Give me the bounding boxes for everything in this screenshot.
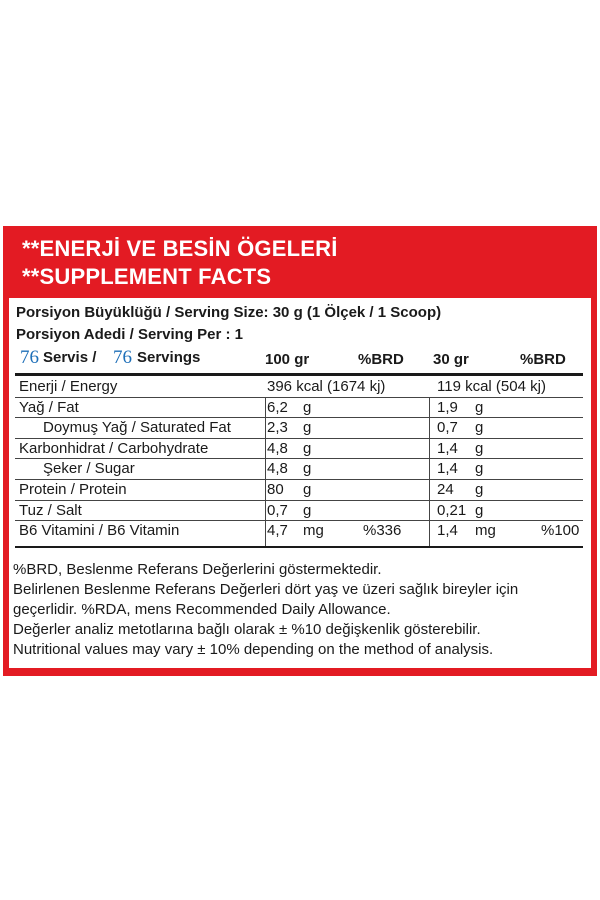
- table-row: [15, 397, 583, 417]
- value-30g: 1,4: [437, 460, 458, 478]
- row-divider: [15, 520, 583, 521]
- unit-100g: g: [303, 501, 312, 519]
- nutrient-name: Yağ / Fat: [19, 398, 79, 416]
- serving-size: Porsiyon Büyüklüğü / Serving Size: 30 g (1 Ölçek / 1 Scoop): [16, 304, 442, 321]
- value-100g: 396 kcal (1674 kj): [267, 378, 386, 395]
- unit-100g: g: [303, 439, 312, 457]
- nutrient-name: B6 Vitamini / B6 Vitamin: [19, 522, 180, 540]
- row-divider: [15, 417, 583, 418]
- servings-count-2: 76: [113, 347, 132, 368]
- row-divider: [15, 397, 583, 398]
- column-header-100g: 100 gr: [265, 351, 310, 368]
- unit-30g: g: [475, 501, 484, 519]
- unit-100g: g: [303, 419, 312, 437]
- brd-30g: %100: [541, 522, 580, 540]
- footnotes: [13, 560, 587, 660]
- nutrient-name: Enerji / Energy: [19, 378, 118, 395]
- value-30g: 0,21: [437, 501, 467, 519]
- unit-30g: g: [475, 398, 484, 416]
- table-bottom-divider: [15, 546, 583, 548]
- footnote: Belirlenen Beslenme Referans Değerleri dört yaş ve üzeri sağlık bireyler için: [13, 581, 519, 598]
- table-row: [15, 376, 583, 396]
- footnote: %BRD, Beslenme Referans Değerlerini göstermektedir.: [13, 561, 382, 578]
- table-row: [15, 520, 583, 540]
- table-row: [15, 438, 583, 458]
- row-divider: [15, 458, 583, 459]
- column-header-brd-30g: %BRD: [520, 351, 566, 368]
- table-row: [15, 458, 583, 478]
- footnote: Değerler analiz metotlarına bağlı olarak ± %10 değişkenlik gösterebilir.: [13, 621, 481, 638]
- value-100g: 6,2: [267, 398, 288, 416]
- table-row: [15, 500, 583, 520]
- column-divider: [429, 397, 430, 546]
- panel-header: [3, 226, 597, 296]
- servings-count-1: 76: [20, 347, 39, 368]
- unit-100g: g: [303, 481, 312, 498]
- value-30g: 0,7: [437, 419, 458, 437]
- unit-30g: g: [475, 460, 484, 478]
- value-100g: 2,3: [267, 419, 288, 437]
- servings-per: Porsiyon Adedi / Serving Per : 1: [16, 326, 244, 343]
- title-english: **SUPPLEMENT FACTS: [22, 264, 272, 289]
- unit-100g: g: [303, 460, 312, 478]
- nutrient-name: Şeker / Sugar: [43, 460, 135, 478]
- unit-30g: g: [475, 419, 484, 437]
- unit-100g: g: [303, 398, 312, 416]
- value-30g: 1,9: [437, 398, 458, 416]
- unit-30g: g: [475, 439, 484, 457]
- column-header-brd-100g: %BRD: [358, 351, 404, 368]
- row-divider: [15, 438, 583, 439]
- nutrient-name: Protein / Protein: [19, 481, 127, 498]
- unit-30g: mg: [475, 522, 496, 540]
- row-divider: [15, 479, 583, 480]
- nutrient-name: Karbonhidrat / Carbohydrate: [19, 439, 209, 457]
- facts-content: [9, 298, 591, 668]
- servings-label-1: Servis /: [43, 349, 97, 366]
- value-30g: 1,4: [437, 522, 458, 540]
- title-turkish: **ENERJİ VE BESİN ÖGELERİ: [22, 236, 338, 261]
- value-100g: 80: [267, 481, 284, 498]
- value-100g: 4,7: [267, 522, 288, 540]
- value-30g: 24: [437, 481, 454, 498]
- nutrient-name: Doymuş Yağ / Saturated Fat: [43, 419, 231, 437]
- value-30g: 1,4: [437, 439, 458, 457]
- value-100g: 4,8: [267, 439, 288, 457]
- supplement-facts-panel: [3, 226, 597, 676]
- value-100g: 0,7: [267, 501, 288, 519]
- brd-100g: %336: [363, 522, 402, 540]
- table-row: [15, 417, 583, 437]
- row-divider: [15, 500, 583, 501]
- footnote: geçerlidir. %RDA, mens Recommended Daily Allowance.: [13, 601, 391, 618]
- value-30g: 119 kcal (504 kj): [437, 378, 546, 395]
- nutrient-name: Tuz / Salt: [19, 501, 82, 519]
- unit-30g: g: [475, 481, 484, 498]
- table-row: [15, 479, 583, 499]
- column-divider: [265, 397, 266, 546]
- servings-label-2: Servings: [137, 349, 201, 366]
- footnote: Nutritional values may vary ± 10% depending on the method of analysis.: [13, 641, 494, 658]
- column-header-30g: 30 gr: [433, 351, 469, 368]
- unit-100g: mg: [303, 522, 324, 540]
- value-100g: 4,8: [267, 460, 288, 478]
